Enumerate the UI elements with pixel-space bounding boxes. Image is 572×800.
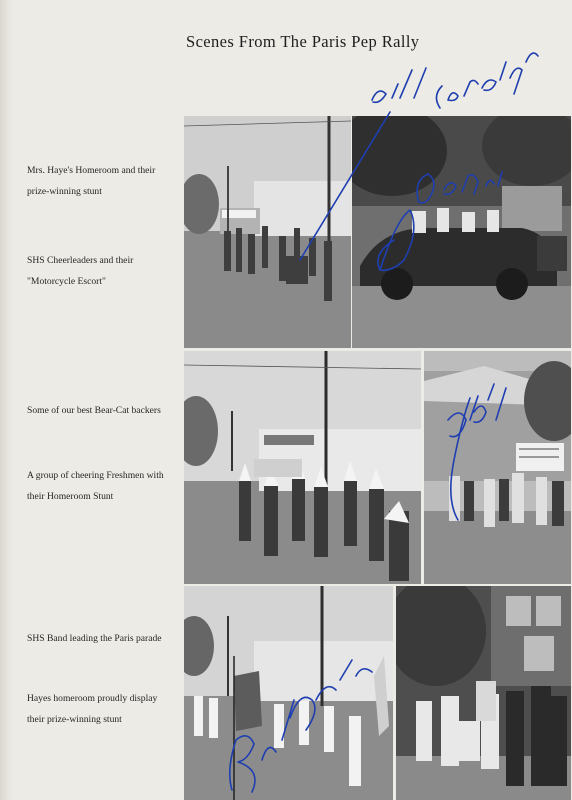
- caption-hayes-homeroom: Hayes homeroom proudly display their prize-winning stunt: [27, 693, 158, 725]
- photo-freshmen-stunt: [184, 351, 421, 584]
- page-title: Scenes From The Paris Pep Rally: [186, 32, 420, 51]
- signature-carolyn-icon: [436, 53, 538, 108]
- photo-hayes-homeroom: [396, 586, 571, 800]
- photo-cheerleaders-car: [352, 116, 571, 348]
- caption-cheerleaders: SHS Cheerleaders and their "Motorcycle Escort": [27, 255, 134, 287]
- photo-homeroom-parade: [184, 116, 351, 348]
- photo-bearcat-backers: [424, 351, 571, 584]
- signature-bill-icon: [372, 68, 426, 102]
- caption-freshmen: A group of cheering Freshmen with their Homeroom Stunt: [27, 470, 164, 502]
- caption-bearcat-backers: Some of our best Bear-Cat backers: [27, 405, 161, 416]
- page-binding-edge: [0, 0, 12, 800]
- caption-homeroom-stunt: Mrs. Haye's Homeroom and their prize-winning stunt: [27, 165, 156, 197]
- caption-shs-band: SHS Band leading the Paris parade: [27, 633, 162, 644]
- photo-shs-band: [184, 586, 393, 800]
